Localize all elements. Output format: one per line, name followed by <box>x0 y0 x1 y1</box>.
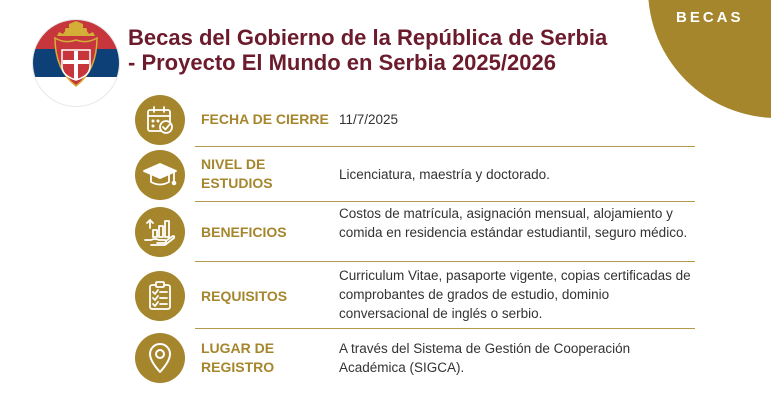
benefits-value: Costos de matrícula, asignación mensual, alojamiento y comida en residencia estándar estudiantil, seguro médico. <box>339 206 688 240</box>
row-requirements <box>135 263 695 328</box>
divider <box>195 328 695 329</box>
row-closing-date <box>135 94 695 146</box>
registration-place-value: A través del Sistema de Gestión de Cooperación Académica (SIGCA). <box>339 341 631 375</box>
study-level-label: NIVEL DE ESTUDIOS <box>201 156 273 191</box>
divider <box>195 146 695 147</box>
row-benefits <box>135 203 695 260</box>
requirements-value: Curriculum Vitae, pasaporte vigente, copias certificadas de comprobantes de grados de estudio, dominio conversacional de inglés o serbio. <box>339 268 691 321</box>
closing-date-label: FECHA DE CIERRE <box>201 111 329 127</box>
calendar-check-icon <box>135 95 185 145</box>
title-line-1: Becas del Gobierno de la República de Serbia <box>128 25 608 50</box>
checklist-icon <box>135 271 185 321</box>
benefits-label: BENEFICIOS <box>201 224 287 240</box>
divider <box>195 201 695 202</box>
closing-date-value: 11/7/2025 <box>339 112 399 127</box>
title-line-2: - Proyecto El Mundo en Serbia 2025/2026 <box>128 50 556 75</box>
row-registration-place <box>135 330 695 386</box>
registration-place-label: LUGAR DE REGISTRO <box>201 340 275 375</box>
study-level-value: Licenciatura, maestría y doctorado. <box>339 167 550 182</box>
row-study-level <box>135 148 695 201</box>
graduation-cap-icon <box>135 150 185 200</box>
location-pin-icon <box>135 333 185 383</box>
requirements-label: REQUISITOS <box>201 288 288 304</box>
page-title <box>128 25 648 75</box>
serbia-flag-icon <box>33 20 119 106</box>
hand-growth-chart-icon <box>135 207 185 257</box>
category-label: BECAS <box>676 9 744 26</box>
divider <box>195 261 695 262</box>
